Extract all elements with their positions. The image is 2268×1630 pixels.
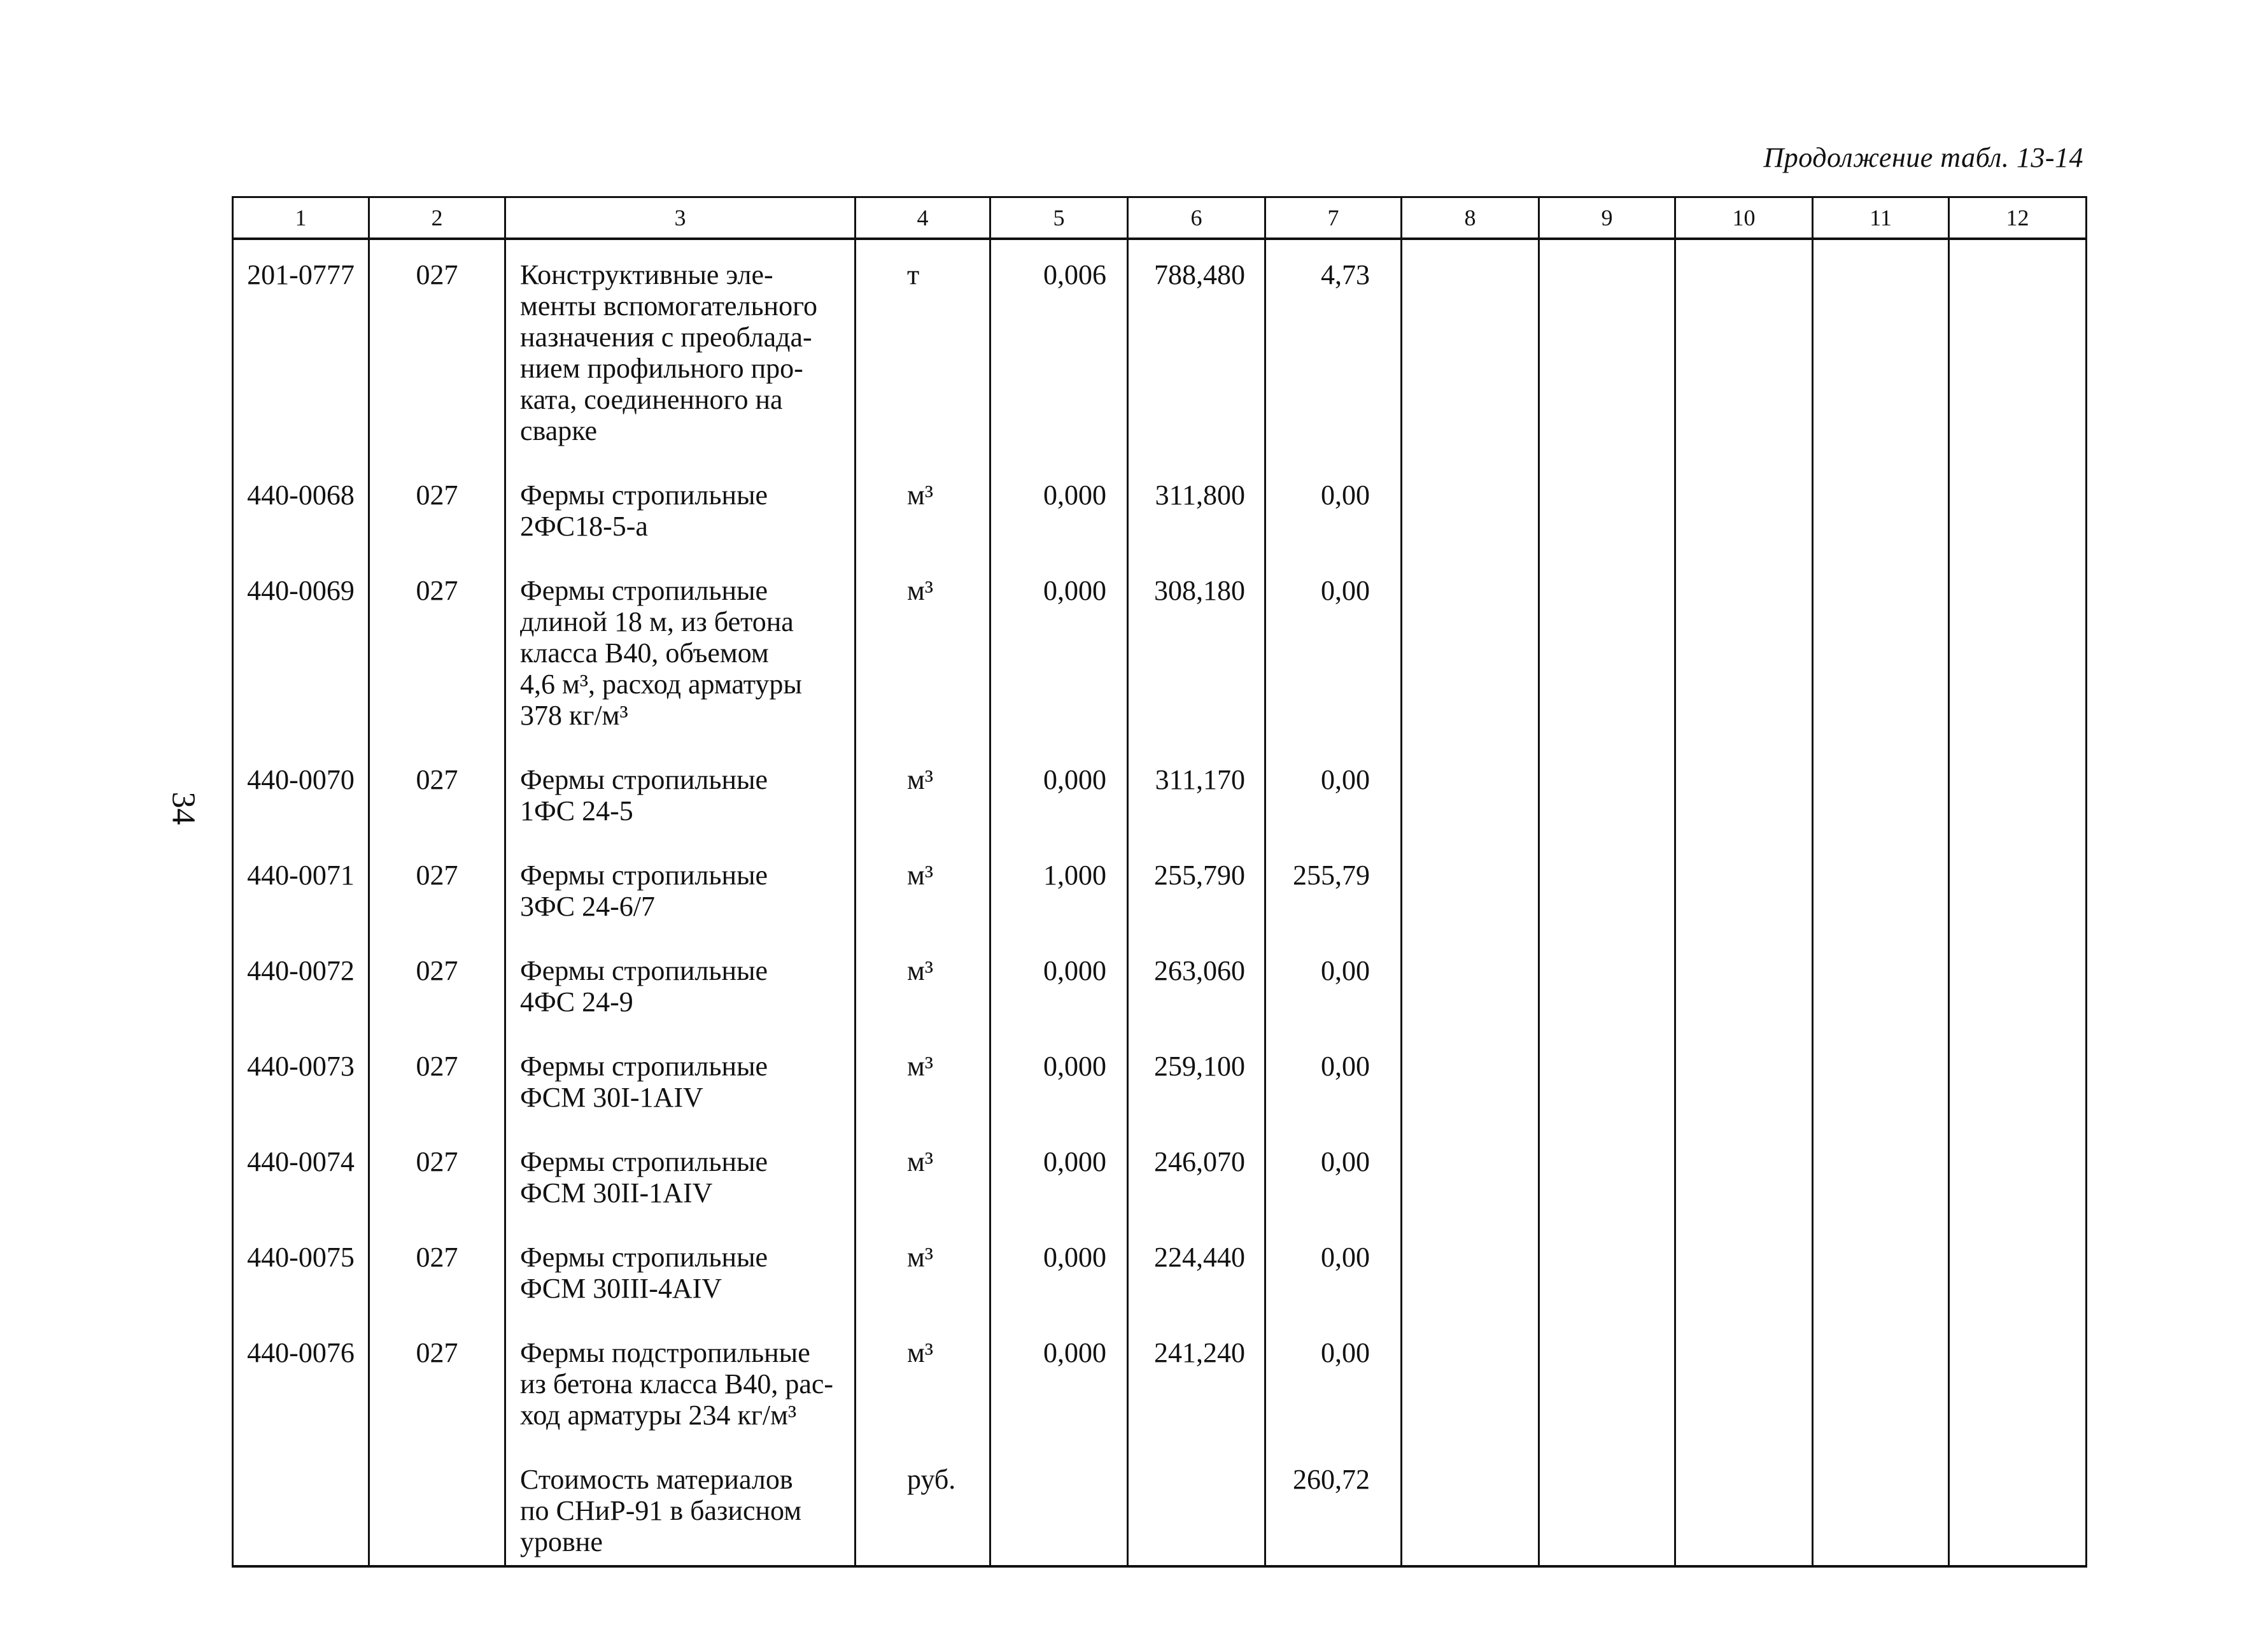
empty-cell	[1539, 834, 1675, 930]
empty-cell	[1402, 454, 1539, 549]
resource-name-line: класса В40, объемом	[520, 637, 769, 669]
resource-name-line: назначения с преоблада-	[520, 322, 812, 353]
column-number-row	[233, 197, 2087, 239]
quantity: 0,000	[990, 739, 1128, 834]
empty-cell	[1813, 930, 1949, 1025]
empty-cell	[1949, 739, 2087, 834]
empty-cell	[1949, 834, 2087, 930]
group-number: 027	[369, 1025, 505, 1121]
column-header: 8	[1402, 197, 1539, 239]
empty-cell	[1949, 454, 2087, 549]
empty-cell	[1402, 239, 1539, 454]
resource-name-line: Фермы стропильные	[520, 764, 768, 795]
resource-name-line: Фермы стропильные	[520, 575, 768, 606]
resource-name-line: Фермы стропильные	[520, 479, 768, 511]
resource-name-line: по СНиР-91 в базисном	[520, 1495, 802, 1526]
empty-cell	[1539, 1121, 1675, 1216]
resource-name-line: ФСМ 30II-1AIV	[520, 1177, 713, 1208]
column-header: 11	[1813, 197, 1949, 239]
resource-code: 440-0076	[233, 1312, 369, 1438]
group-number: 027	[369, 1216, 505, 1312]
column-header: 10	[1675, 197, 1813, 239]
unit: м³	[856, 1121, 990, 1216]
total-cost: 0,00	[1265, 549, 1402, 739]
empty-cell	[1675, 239, 1813, 454]
resource-name-line: 4ФС 24-9	[520, 986, 633, 1017]
total-cost: 0,00	[1265, 930, 1402, 1025]
empty-cell	[1949, 1121, 2087, 1216]
resource-name-line: 378 кг/м³	[520, 700, 628, 731]
resource-code: 440-0069	[233, 549, 369, 739]
empty-cell	[1949, 1216, 2087, 1312]
empty-cell	[1675, 454, 1813, 549]
empty-cell	[1949, 1312, 2087, 1438]
unit-price: 241,240	[1128, 1312, 1265, 1438]
resource-code: 440-0071	[233, 834, 369, 930]
resource-name	[505, 1438, 856, 1566]
total-cost: 0,00	[1265, 739, 1402, 834]
table-row	[233, 1312, 2087, 1438]
total-cost: 255,79	[1265, 834, 1402, 930]
resource-code: 440-0070	[233, 739, 369, 834]
resource-name-line: ход арматуры 234 кг/м³	[520, 1400, 797, 1431]
resource-name-line: ФСМ 30III-4AIV	[520, 1273, 722, 1304]
unit-price: 224,440	[1128, 1216, 1265, 1312]
resource-name	[505, 1216, 856, 1312]
empty-cell	[1402, 1438, 1539, 1566]
empty-cell	[1539, 1312, 1675, 1438]
column-header: 6	[1128, 197, 1265, 239]
group-number	[369, 1438, 505, 1566]
resource-code: 440-0074	[233, 1121, 369, 1216]
resource-name-line: Фермы стропильные	[520, 1146, 768, 1177]
resource-name-line: ФСМ 30I-1AIV	[520, 1082, 703, 1113]
resource-name	[505, 549, 856, 739]
resource-name	[505, 1121, 856, 1216]
resource-name-line: длиной 18 м, из бетона	[520, 606, 794, 637]
resource-name-line: Фермы стропильные	[520, 1242, 768, 1273]
unit: м³	[856, 454, 990, 549]
table-row	[233, 1216, 2087, 1312]
empty-cell	[1675, 1025, 1813, 1121]
empty-cell	[1949, 549, 2087, 739]
unit: м³	[856, 1312, 990, 1438]
group-number: 027	[369, 549, 505, 739]
page-number: 34	[165, 791, 202, 825]
resource-name	[505, 454, 856, 549]
table-row	[233, 739, 2087, 834]
resource-name-line: ката, соединенного на	[520, 384, 783, 415]
empty-cell	[1402, 930, 1539, 1025]
empty-cell	[1539, 1438, 1675, 1566]
empty-cell	[1539, 454, 1675, 549]
unit: м³	[856, 1025, 990, 1121]
unit-price	[1128, 1438, 1265, 1566]
unit: руб.	[856, 1438, 990, 1566]
column-header: 12	[1949, 197, 2087, 239]
resource-code: 440-0073	[233, 1025, 369, 1121]
resource-name-line: 3ФС 24-6/7	[520, 891, 655, 922]
table-row	[233, 454, 2087, 549]
column-header: 3	[505, 197, 856, 239]
quantity: 0,000	[990, 454, 1128, 549]
table-body	[233, 239, 2087, 1566]
resource-name-line: Стоимость материалов	[520, 1464, 793, 1495]
total-cost: 0,00	[1265, 1121, 1402, 1216]
resource-name-line: нием профильного про-	[520, 353, 803, 384]
empty-cell	[1402, 549, 1539, 739]
unit: м³	[856, 930, 990, 1025]
empty-cell	[1539, 239, 1675, 454]
unit-price: 308,180	[1128, 549, 1265, 739]
quantity: 0,006	[990, 239, 1128, 454]
resource-name-line: 1ФС 24-5	[520, 795, 633, 826]
quantity: 0,000	[990, 1025, 1128, 1121]
group-number: 027	[369, 454, 505, 549]
empty-cell	[1813, 834, 1949, 930]
unit-price: 263,060	[1128, 930, 1265, 1025]
empty-cell	[1949, 1025, 2087, 1121]
table-row	[233, 834, 2087, 930]
quantity: 0,000	[990, 1216, 1128, 1312]
group-number: 027	[369, 739, 505, 834]
unit-price: 259,100	[1128, 1025, 1265, 1121]
group-number: 027	[369, 930, 505, 1025]
resource-name	[505, 930, 856, 1025]
total-cost: 260,72	[1265, 1438, 1402, 1566]
quantity: 0,000	[990, 1312, 1128, 1438]
empty-cell	[1813, 1025, 1949, 1121]
total-cost: 0,00	[1265, 1216, 1402, 1312]
empty-cell	[1675, 739, 1813, 834]
resource-code	[233, 1438, 369, 1566]
resource-name-line: Фермы подстропильные	[520, 1337, 810, 1368]
empty-cell	[1813, 454, 1949, 549]
unit-price: 788,480	[1128, 239, 1265, 454]
unit: м³	[856, 1216, 990, 1312]
quantity: 1,000	[990, 834, 1128, 930]
empty-cell	[1539, 930, 1675, 1025]
empty-cell	[1402, 1216, 1539, 1312]
empty-cell	[1813, 1312, 1949, 1438]
empty-cell	[1949, 930, 2087, 1025]
total-cost: 4,73	[1265, 239, 1402, 454]
empty-cell	[1539, 1216, 1675, 1312]
unit: м³	[856, 739, 990, 834]
unit-price: 311,800	[1128, 454, 1265, 549]
empty-cell	[1402, 1121, 1539, 1216]
materials-table	[232, 196, 2087, 1568]
column-header: 4	[856, 197, 990, 239]
unit: т	[856, 239, 990, 454]
total-cost: 0,00	[1265, 1025, 1402, 1121]
resource-name-line: Фермы стропильные	[520, 955, 768, 986]
column-header: 1	[233, 197, 369, 239]
resource-name	[505, 1312, 856, 1438]
table-row	[233, 1438, 2087, 1566]
empty-cell	[1813, 739, 1949, 834]
group-number: 027	[369, 1121, 505, 1216]
resource-code: 440-0072	[233, 930, 369, 1025]
empty-cell	[1675, 1121, 1813, 1216]
resource-name	[505, 1025, 856, 1121]
resource-name	[505, 739, 856, 834]
empty-cell	[1402, 834, 1539, 930]
table-row	[233, 930, 2087, 1025]
empty-cell	[1675, 1216, 1813, 1312]
empty-cell	[1675, 1438, 1813, 1566]
empty-cell	[1402, 1025, 1539, 1121]
resource-name-line: Фермы стропильные	[520, 860, 768, 891]
empty-cell	[1949, 239, 2087, 454]
empty-cell	[1539, 739, 1675, 834]
resource-name-line: сварке	[520, 415, 598, 446]
unit-price: 311,170	[1128, 739, 1265, 834]
table-row	[233, 1121, 2087, 1216]
resource-name	[505, 834, 856, 930]
empty-cell	[1539, 549, 1675, 739]
column-header: 7	[1265, 197, 1402, 239]
empty-cell	[1813, 549, 1949, 739]
quantity: 0,000	[990, 1121, 1128, 1216]
column-header: 2	[369, 197, 505, 239]
table-row	[233, 1025, 2087, 1121]
column-header: 5	[990, 197, 1128, 239]
table-continuation-note: Продолжение табл. 13-14	[1763, 142, 2083, 173]
group-number: 027	[369, 1312, 505, 1438]
empty-cell	[1813, 1216, 1949, 1312]
empty-cell	[1675, 834, 1813, 930]
group-number: 027	[369, 834, 505, 930]
table-row	[233, 239, 2087, 454]
empty-cell	[1402, 739, 1539, 834]
empty-cell	[1813, 1438, 1949, 1566]
empty-cell	[1539, 1025, 1675, 1121]
unit-price: 246,070	[1128, 1121, 1265, 1216]
empty-cell	[1675, 549, 1813, 739]
table-row	[233, 549, 2087, 739]
quantity: 0,000	[990, 549, 1128, 739]
column-header: 9	[1539, 197, 1675, 239]
unit-price: 255,790	[1128, 834, 1265, 930]
total-cost: 0,00	[1265, 1312, 1402, 1438]
total-cost: 0,00	[1265, 454, 1402, 549]
resource-code: 201-0777	[233, 239, 369, 454]
resource-name-line: из бетона класса В40, рас-	[520, 1368, 834, 1400]
resource-name-line: Фермы стропильные	[520, 1051, 768, 1082]
quantity: 0,000	[990, 930, 1128, 1025]
empty-cell	[1949, 1438, 2087, 1566]
empty-cell	[1675, 1312, 1813, 1438]
empty-cell	[1813, 239, 1949, 454]
resource-name-line: 2ФС18-5-а	[520, 511, 648, 542]
unit: м³	[856, 834, 990, 930]
resource-name-line: менты вспомогательного	[520, 290, 818, 322]
empty-cell	[1675, 930, 1813, 1025]
resource-code: 440-0075	[233, 1216, 369, 1312]
resource-name	[505, 239, 856, 454]
resource-name-line: уровне	[520, 1526, 603, 1557]
resource-name-line: 4,6 м³, расход арматуры	[520, 669, 802, 700]
quantity	[990, 1438, 1128, 1566]
unit: м³	[856, 549, 990, 739]
resource-code: 440-0068	[233, 454, 369, 549]
resource-name-line: Конструктивные эле-	[520, 259, 773, 290]
group-number: 027	[369, 239, 505, 454]
empty-cell	[1402, 1312, 1539, 1438]
empty-cell	[1813, 1121, 1949, 1216]
